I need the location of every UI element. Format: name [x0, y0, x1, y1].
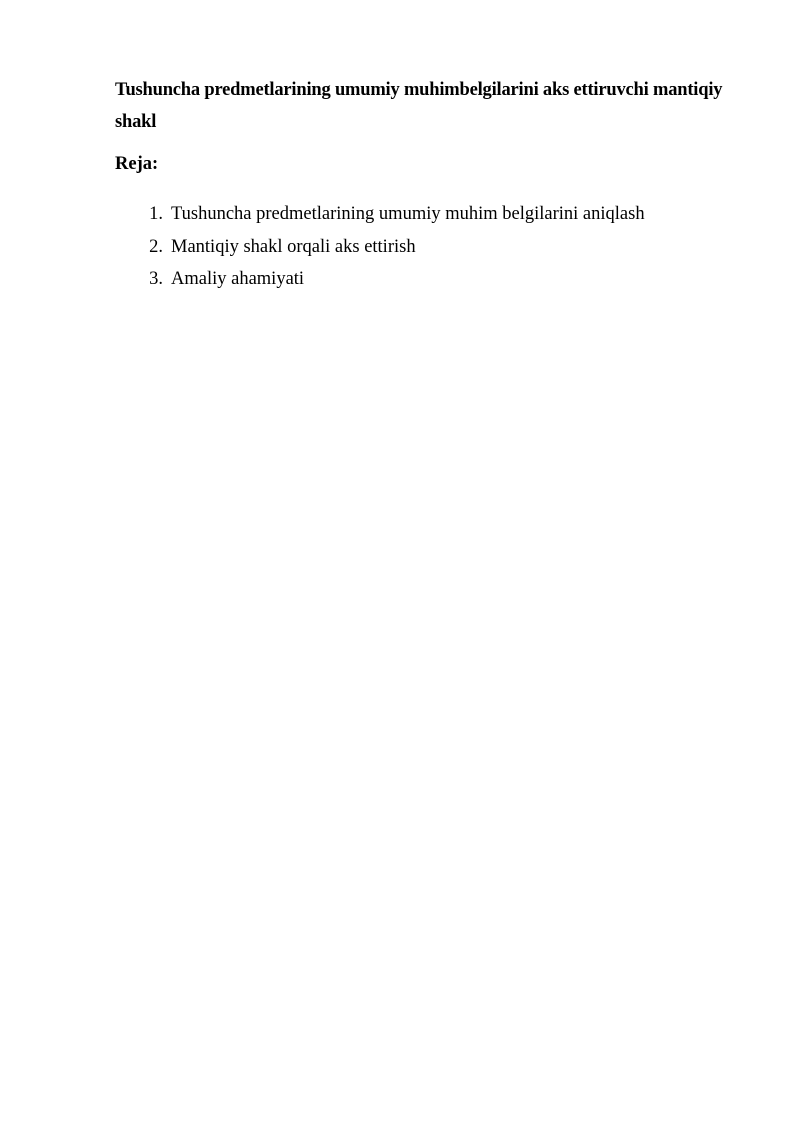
list-item-text: Amaliy ahamiyati: [171, 269, 305, 289]
plan-list: [115, 200, 645, 298]
list-item-number: 3.: [149, 269, 163, 289]
list-item: [115, 265, 645, 298]
list-item: [115, 200, 645, 233]
list-item-text: Mantiqiy shakl orqali aks ettirish: [171, 236, 416, 257]
list-item-number: 2.: [149, 236, 163, 257]
list-item-number: 1.: [149, 204, 163, 224]
plan-heading: Reja:: [115, 154, 159, 174]
list-item-text: Tushuncha predmetlarining umumiy muhim belgilarini aniqlash: [171, 204, 645, 224]
document-title: Tushuncha predmetlarining umumiy muhimbelgilarini aks ettiruvchi mantiqiy shakl: [115, 80, 723, 132]
list-item: [115, 233, 645, 266]
